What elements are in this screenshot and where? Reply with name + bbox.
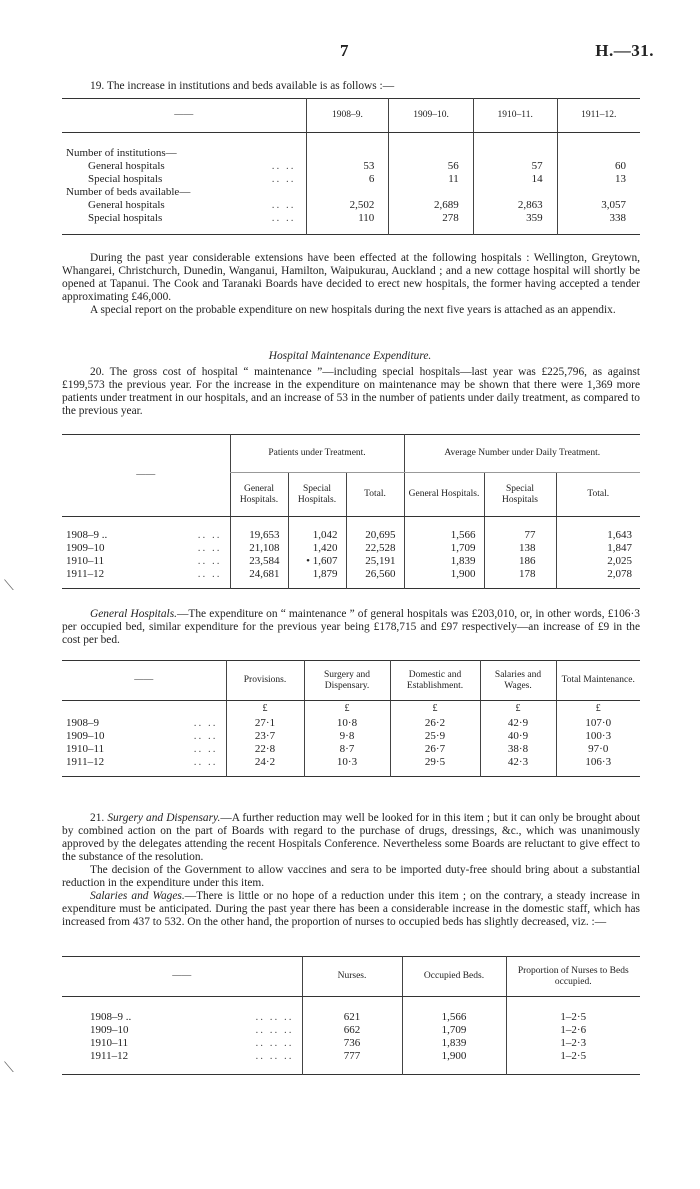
row-year: 1909–10 xyxy=(66,729,105,742)
row-label xyxy=(62,212,306,225)
table-cell: 97·0 xyxy=(556,743,640,756)
row-year: 1911–12 xyxy=(90,1049,129,1062)
row-label xyxy=(62,730,226,743)
row-year: 1910–11 xyxy=(66,554,105,567)
table-cell: 24·2 xyxy=(226,756,304,769)
table-cell: 736 xyxy=(302,1037,402,1050)
table-cell: 23·7 xyxy=(226,730,304,743)
table-cell: 107·0 xyxy=(556,717,640,730)
table-cell: 1,900 xyxy=(404,568,484,581)
row-year: 1911–12 xyxy=(66,755,105,768)
table-cell xyxy=(473,147,557,160)
table-row xyxy=(62,568,640,581)
table-cell xyxy=(389,147,473,160)
table-cell: 60 xyxy=(557,160,640,173)
row-label xyxy=(62,555,230,568)
row-year: 1908–9 .. xyxy=(66,528,108,541)
row-label xyxy=(62,199,306,212)
table4-col-header: Occupied Beds. xyxy=(402,957,506,997)
table-cell: 26·7 xyxy=(390,743,480,756)
table-cell: 1,879 xyxy=(288,568,346,581)
patients-group-header: Patients under Treatment. xyxy=(230,435,404,473)
leader-dots: .. .. xyxy=(271,159,296,172)
table-row xyxy=(62,542,640,555)
vaccines-text: The decision of the Government to allow vaccines and sera to be imported duty-free should bring about a substantial reduction in the expenditure under this item. xyxy=(62,864,640,889)
salaries-heading: Salaries and Wages. xyxy=(90,890,185,902)
table-cell: 662 xyxy=(302,1024,402,1037)
table-cell: 1,566 xyxy=(402,1011,506,1024)
table-cell: 1,643 xyxy=(556,529,640,542)
leader-dots: .. .. xyxy=(193,716,218,729)
table-cell: 1,847 xyxy=(556,542,640,555)
general-hospitals-text: —The expenditure on “ maintenance ” of general hospitals was £203,010, or, in other words, £106·3 per occupied bed, similar expenditure for the previous year being £178,715 and £97 respectively—an increase of £9 in the cost per bed. xyxy=(62,608,640,646)
leader-dots: .. .. .. xyxy=(255,1049,294,1062)
table-cell: 1,420 xyxy=(288,542,346,555)
leader-dots: .. .. xyxy=(271,198,296,211)
table-row xyxy=(62,199,640,212)
table-cell xyxy=(306,147,389,160)
table-cell: 38·8 xyxy=(480,743,556,756)
table-cell: 19,653 xyxy=(230,529,288,542)
row-label xyxy=(62,542,230,555)
table2-subheader: Total. xyxy=(556,473,640,517)
row-label xyxy=(62,147,306,160)
table-cell: 2,689 xyxy=(389,199,473,212)
row-year: 1908–9 xyxy=(66,716,99,729)
table-cell: 2,502 xyxy=(306,199,389,212)
table-cell: 10·8 xyxy=(304,717,390,730)
table-cell: 110 xyxy=(306,212,389,225)
table-cell: 106·3 xyxy=(556,756,640,769)
table-cell xyxy=(557,147,640,160)
row-label-text: General hospitals xyxy=(88,159,165,172)
table2-blank-header: —— xyxy=(62,435,230,517)
table-cell: 1,566 xyxy=(404,529,484,542)
daily-group-header: Average Number under Daily Treatment. xyxy=(404,435,640,473)
table-cell: 100·3 xyxy=(556,730,640,743)
table-cell: 1–2·5 xyxy=(506,1011,640,1024)
table-cell xyxy=(389,186,473,199)
row-year: 1911–12 xyxy=(66,567,105,580)
table4-col-header: Proportion of Nurses to Beds occupied. xyxy=(506,957,640,997)
salaries-text: —There is little or no hope of a reduction under this item ; on the contrary, a steady increase in expenditure must be anticipated. During the past year there has been a considerable increase in the domestic staff, which has increased from 437 to 532. On the other hand, the proportion of nurses to occupied beds has slightly decreased, viz. :— xyxy=(62,890,640,928)
table1-year-header: 1909–10. xyxy=(389,99,473,133)
leader-dots: .. .. xyxy=(271,211,296,224)
table-cell: 186 xyxy=(484,555,556,568)
table-cell xyxy=(306,186,389,199)
table-cell: 278 xyxy=(389,212,473,225)
expenditure-table xyxy=(62,660,640,777)
unit-pound: £ xyxy=(226,701,304,717)
row-label xyxy=(62,173,306,186)
table3-blank-header: —— xyxy=(62,661,226,701)
table4-col-header: Nurses. xyxy=(302,957,402,997)
table3-col-header: Surgery and Dispensary. xyxy=(304,661,390,701)
table-cell: 1–2·3 xyxy=(506,1037,640,1050)
table-cell: 3,057 xyxy=(557,199,640,212)
paragraph-19-text: 19. The increase in institutions and beds available is as follows :— xyxy=(90,80,395,92)
table2-subheader: Special Hospitals. xyxy=(288,473,346,517)
table-cell: 21,108 xyxy=(230,542,288,555)
table-row xyxy=(62,717,640,730)
paragraph-extensions xyxy=(62,252,640,317)
table-cell: 26,560 xyxy=(346,568,404,581)
table3-col-header: Total Maintenance. xyxy=(556,661,640,701)
table-cell xyxy=(557,186,640,199)
table-cell: 57 xyxy=(473,160,557,173)
table-cell: 77 xyxy=(484,529,556,542)
table-cell: 27·1 xyxy=(226,717,304,730)
table-cell: 1,839 xyxy=(402,1037,506,1050)
table1-year-header: 1910–11. xyxy=(473,99,557,133)
table-row xyxy=(62,212,640,225)
table-cell: 1,709 xyxy=(402,1024,506,1037)
paragraph-21-number: 21. xyxy=(90,812,105,824)
table-cell: 621 xyxy=(302,1011,402,1024)
table-row xyxy=(62,1011,640,1024)
paragraph-20-text: 20. The gross cost of hospital “ maintenance ”—including special hospitals—last year was £225,796, as against £199,573 the previous year. For the increase in the expenditure on maintenance may be shown that there were 1,369 more patients under treatment in our hospitals, and an increase of 53 in the number of patients under daily treatment, as compared to the previous year. xyxy=(62,366,640,417)
table3-col-header: Domestic and Establishment. xyxy=(390,661,480,701)
general-hospitals-paragraph xyxy=(62,608,640,647)
row-year: 1908–9 .. xyxy=(90,1010,132,1023)
page-number: 7 xyxy=(340,41,349,60)
row-label xyxy=(62,743,226,756)
table1-blank-header: —— xyxy=(62,99,306,133)
table-cell: 338 xyxy=(557,212,640,225)
table-cell: 1,839 xyxy=(404,555,484,568)
nurses-table xyxy=(62,956,640,1075)
table-row xyxy=(62,1037,640,1050)
row-label xyxy=(62,1011,302,1024)
table-cell: 777 xyxy=(302,1050,402,1063)
table3-col-header: Salaries and Wages. xyxy=(480,661,556,701)
table-cell: 20,695 xyxy=(346,529,404,542)
table-cell: 10·3 xyxy=(304,756,390,769)
unit-pound: £ xyxy=(556,701,640,717)
table-row xyxy=(62,730,640,743)
paragraph-20 xyxy=(62,366,640,418)
table-cell: 138 xyxy=(484,542,556,555)
surgery-heading: Surgery and Dispensary. xyxy=(107,812,221,824)
table-cell: 26·2 xyxy=(390,717,480,730)
table-cell: 25·9 xyxy=(390,730,480,743)
table-row xyxy=(62,555,640,568)
table-row xyxy=(62,186,640,199)
table-cell: 25,191 xyxy=(346,555,404,568)
row-label xyxy=(62,1037,302,1050)
table-cell: 23,584 xyxy=(230,555,288,568)
unit-pound: £ xyxy=(304,701,390,717)
row-label-text: Special hospitals xyxy=(88,211,163,224)
table1-year-header: 1911–12. xyxy=(557,99,640,133)
document-reference: H.—31. xyxy=(595,41,654,60)
institutions-table xyxy=(62,98,640,235)
table-row xyxy=(62,529,640,542)
unit-pound: £ xyxy=(390,701,480,717)
table-cell: 13 xyxy=(557,173,640,186)
leader-dots: .. .. xyxy=(197,541,222,554)
row-year: 1909–10 xyxy=(66,541,105,554)
paragraph-21 xyxy=(62,812,640,929)
table2-subheader: General Hospitals. xyxy=(404,473,484,517)
paragraph-19 xyxy=(62,80,640,93)
row-label-text: Number of beds available— xyxy=(66,185,191,198)
table-cell: 1,900 xyxy=(402,1050,506,1063)
leader-dots: .. .. xyxy=(197,567,222,580)
table-cell: 42·3 xyxy=(480,756,556,769)
table-row xyxy=(62,147,640,160)
table-cell: 1,709 xyxy=(404,542,484,555)
table2-subheader: Total. xyxy=(346,473,404,517)
table-cell: 53 xyxy=(306,160,389,173)
row-year: 1910–11 xyxy=(66,742,105,755)
row-label xyxy=(62,756,226,769)
table3-col-header: Provisions. xyxy=(226,661,304,701)
table-cell: 22,528 xyxy=(346,542,404,555)
extensions-text: During the past year considerable extensions have been effected at the following hospitals : Wellington, Greytown, Whangarei, Christchurch, Dunedin, Wanganui, Hamilton, Waipukurau, Auckland ; and a new cottage hospital will shortly be opened at Tapanui. The Cook and Taranaki Boards have decided to erect new hospitals, the former having accepted a tender approximating £46,000. xyxy=(62,252,640,303)
table-cell: 6 xyxy=(306,173,389,186)
table-row xyxy=(62,1024,640,1037)
maintenance-heading: Hospital Maintenance Expenditure. xyxy=(268,350,432,362)
table-cell: 2,078 xyxy=(556,568,640,581)
row-label-text: Special hospitals xyxy=(88,172,163,185)
leader-dots: .. .. xyxy=(197,528,222,541)
leader-dots: .. .. xyxy=(197,554,222,567)
table-cell: 2,025 xyxy=(556,555,640,568)
row-label xyxy=(62,186,306,199)
table2-subheader: General Hospitals. xyxy=(230,473,288,517)
leader-dots: .. .. .. xyxy=(255,1023,294,1036)
table-cell: 42·9 xyxy=(480,717,556,730)
table-row xyxy=(62,1050,640,1063)
row-label xyxy=(62,529,230,542)
table1-year-header: 1908–9. xyxy=(306,99,389,133)
table-row xyxy=(62,173,640,186)
margin-mark: ⟍ xyxy=(4,579,14,594)
row-label xyxy=(62,1024,302,1037)
table-cell: 56 xyxy=(389,160,473,173)
table-cell: 40·9 xyxy=(480,730,556,743)
surgery-text: —A further reduction may well be looked for in this item ; but it can only be brought about by combined action on the part of Boards with regard to the purchase of drugs, dressings, &c., which was unanimously approved by the delegates attending the recent Hospitals Conference. Nevertheless some Boards are reluctant to give effect to the substance of the resolution. xyxy=(62,812,640,863)
table-row xyxy=(62,756,640,769)
table-cell: 24,681 xyxy=(230,568,288,581)
row-label xyxy=(62,717,226,730)
table-row xyxy=(62,743,640,756)
row-label-text: Number of institutions— xyxy=(66,146,177,159)
leader-dots: .. .. xyxy=(193,755,218,768)
table-cell: 8·7 xyxy=(304,743,390,756)
table-cell: 1–2·6 xyxy=(506,1024,640,1037)
leader-dots: .. .. .. xyxy=(255,1010,294,1023)
table-cell: 359 xyxy=(473,212,557,225)
row-label xyxy=(62,568,230,581)
margin-mark: ⟍ xyxy=(4,1061,14,1076)
table2-subheader: Special Hospitals xyxy=(484,473,556,517)
row-label-text: General hospitals xyxy=(88,198,165,211)
unit-pound: £ xyxy=(480,701,556,717)
table-cell: 22·8 xyxy=(226,743,304,756)
table-cell: 178 xyxy=(484,568,556,581)
table-cell: • 1,607 xyxy=(288,555,346,568)
row-label xyxy=(62,160,306,173)
table-cell: 14 xyxy=(473,173,557,186)
table4-blank-header: —— xyxy=(62,957,302,997)
row-year: 1910–11 xyxy=(90,1036,129,1049)
table-cell: 29·5 xyxy=(390,756,480,769)
report-text: A special report on the probable expenditure on new hospitals during the next five years is attached as an appendix. xyxy=(90,304,616,316)
row-year: 1909–10 xyxy=(90,1023,129,1036)
leader-dots: .. .. xyxy=(193,742,218,755)
table-row xyxy=(62,160,640,173)
table-cell: 1–2·5 xyxy=(506,1050,640,1063)
table-cell: 2,863 xyxy=(473,199,557,212)
general-hospitals-heading: General Hospitals. xyxy=(90,608,177,620)
table-cell: 11 xyxy=(389,173,473,186)
leader-dots: .. .. xyxy=(271,172,296,185)
table-cell xyxy=(473,186,557,199)
table-cell: 1,042 xyxy=(288,529,346,542)
patients-table xyxy=(62,434,640,589)
leader-dots: .. .. .. xyxy=(255,1036,294,1049)
row-label xyxy=(62,1050,302,1063)
leader-dots: .. .. xyxy=(193,729,218,742)
table-cell: 9·8 xyxy=(304,730,390,743)
